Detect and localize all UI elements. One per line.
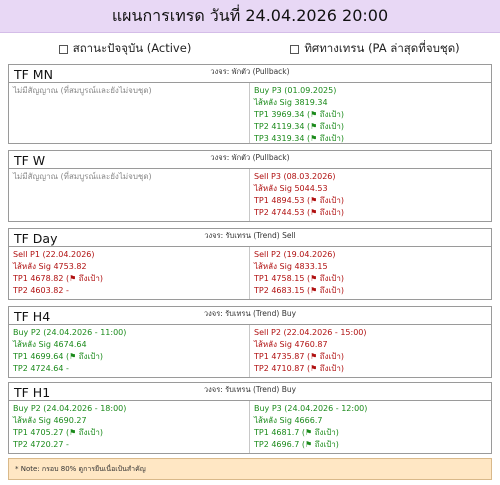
cycle-label: วงจร: รับเทรน (Trend) Sell: [204, 231, 296, 240]
tp1-line: TP1 4705.27 (⚑ ถึงเป้า): [13, 428, 103, 437]
timeframe-panel-h1: [8, 382, 492, 454]
trend-direction-cell: [250, 247, 491, 299]
active-status-cell: [9, 83, 250, 143]
cycle-label: วงจร: รับเทรน (Trend) Buy: [203, 309, 297, 318]
cycle-label: วงจร: พักตัว (Pullback): [210, 153, 290, 162]
cycle-label: วงจร: พักตัว (Pullback): [210, 67, 290, 76]
timeframe-title: TF W: [14, 153, 46, 168]
tp3-line: TP3 4319.34 (⚑ ถึงเป้า): [254, 134, 344, 143]
tp2-line: TP2 4744.53 (⚑ ถึงเป้า): [254, 208, 344, 217]
tp2-line: TP2 4720.27 -: [13, 440, 69, 449]
column-headers: [0, 40, 500, 58]
tp2-line: TP2 4696.7 (⚑ ถึงเป้า): [254, 440, 339, 449]
sig-line: ไส้หลัง Sig 4674.64: [13, 340, 87, 349]
page-header: [0, 0, 500, 33]
tp1-line: TP1 3969.34 (⚑ ถึงเป้า): [254, 110, 344, 119]
timeframe-body: [9, 400, 491, 453]
trend-direction-cell: [250, 325, 491, 377]
timeframe-title: TF MN: [14, 67, 53, 82]
sig-line: ไส้หลัง Sig 4690.27: [13, 416, 87, 425]
active-status-cell: [9, 247, 250, 299]
column-header-trend-label: ทิศทางเทรน (PA ล่าสุดที่จบชุด): [304, 41, 460, 55]
cycle-label: วงจร: รับเทรน (Trend) Buy: [203, 385, 297, 394]
tp2-line: TP2 4119.34 (⚑ ถึงเป้า): [254, 122, 344, 131]
tp1-line: TP1 4894.53 (⚑ ถึงเป้า): [254, 196, 344, 205]
note-text: * Note: กรอบ 80% ดูการยืนเนื่อเป้นสำคัญ: [15, 464, 146, 473]
tp1-line: TP1 4681.7 (⚑ ถึงเป้า): [254, 428, 339, 437]
tp1-line: TP1 4678.82 (⚑ ถึงเป้า): [13, 274, 103, 283]
checkbox-icon[interactable]: [290, 45, 299, 54]
active-status-cell: [9, 401, 250, 453]
timeframe-panel-day: [8, 228, 492, 300]
active-status-cell: [9, 169, 250, 221]
sig-line: ไส้หลัง Sig 3819.34: [254, 98, 328, 107]
signal-line: ไม่มีสัญญาณ (ที่สมบูรณ์และยังไม่จบชุด): [13, 86, 152, 95]
column-header-trend: [250, 40, 500, 58]
signal-line: Buy P3 (01.09.2025): [254, 86, 337, 95]
timeframe-body: [9, 246, 491, 299]
note-box: [8, 458, 492, 480]
signal-line: Buy P3 (24.04.2026 - 12:00): [254, 404, 368, 413]
active-status-cell: [9, 325, 250, 377]
signal-line: Sell P3 (08.03.2026): [254, 172, 336, 181]
trend-direction-cell: [250, 401, 491, 453]
sig-line: ไส้หลัง Sig 5044.53: [254, 184, 328, 193]
timeframe-title: TF H4: [14, 309, 51, 324]
timeframe-title: TF Day: [14, 231, 58, 246]
timeframe-panel-mn: [8, 64, 492, 144]
tp1-line: TP1 4699.64 (⚑ ถึงเป้า): [13, 352, 103, 361]
timeframe-body: [9, 168, 491, 221]
signal-line: Buy P2 (24.04.2026 - 18:00): [13, 404, 127, 413]
timeframe-panel-h4: [8, 306, 492, 378]
column-header-active-label: สถานะปัจจุบัน (Active): [72, 41, 192, 55]
signal-line: Buy P2 (24.04.2026 - 11:00): [13, 328, 127, 337]
trend-direction-cell: [250, 83, 491, 143]
timeframe-body: [9, 82, 491, 143]
timeframe-panel-w: [8, 150, 492, 222]
page-title: แผนการเทรด วันที่ 24.04.2026 20:00: [111, 5, 389, 25]
timeframe-title: TF H1: [14, 385, 51, 400]
signal-line: Sell P1 (22.04.2026): [13, 250, 95, 259]
tp1-line: TP1 4758.15 (⚑ ถึงเป้า): [254, 274, 344, 283]
tp2-line: TP2 4603.82 -: [13, 286, 69, 295]
signal-line: ไม่มีสัญญาณ (ที่สมบูรณ์และยังไม่จบชุด): [13, 172, 152, 181]
timeframe-body: [9, 324, 491, 377]
tp1-line: TP1 4735.87 (⚑ ถึงเป้า): [254, 352, 344, 361]
signal-line: Sell P2 (22.04.2026 - 15:00): [254, 328, 367, 337]
tp2-line: TP2 4683.15 (⚑ ถึงเป้า): [254, 286, 344, 295]
sig-line: ไส้หลัง Sig 4753.82: [13, 262, 87, 271]
checkbox-icon[interactable]: [59, 45, 68, 54]
tp2-line: TP2 4724.64 -: [13, 364, 69, 373]
signal-line: Sell P2 (19.04.2026): [254, 250, 336, 259]
sig-line: ไส้หลัง Sig 4760.87: [254, 340, 328, 349]
tp2-line: TP2 4710.87 (⚑ ถึงเป้า): [254, 364, 344, 373]
sig-line: ไส้หลัง Sig 4833.15: [254, 262, 328, 271]
column-header-active: [0, 40, 250, 58]
sig-line: ไส้หลัง Sig 4666.7: [254, 416, 323, 425]
trend-direction-cell: [250, 169, 491, 221]
